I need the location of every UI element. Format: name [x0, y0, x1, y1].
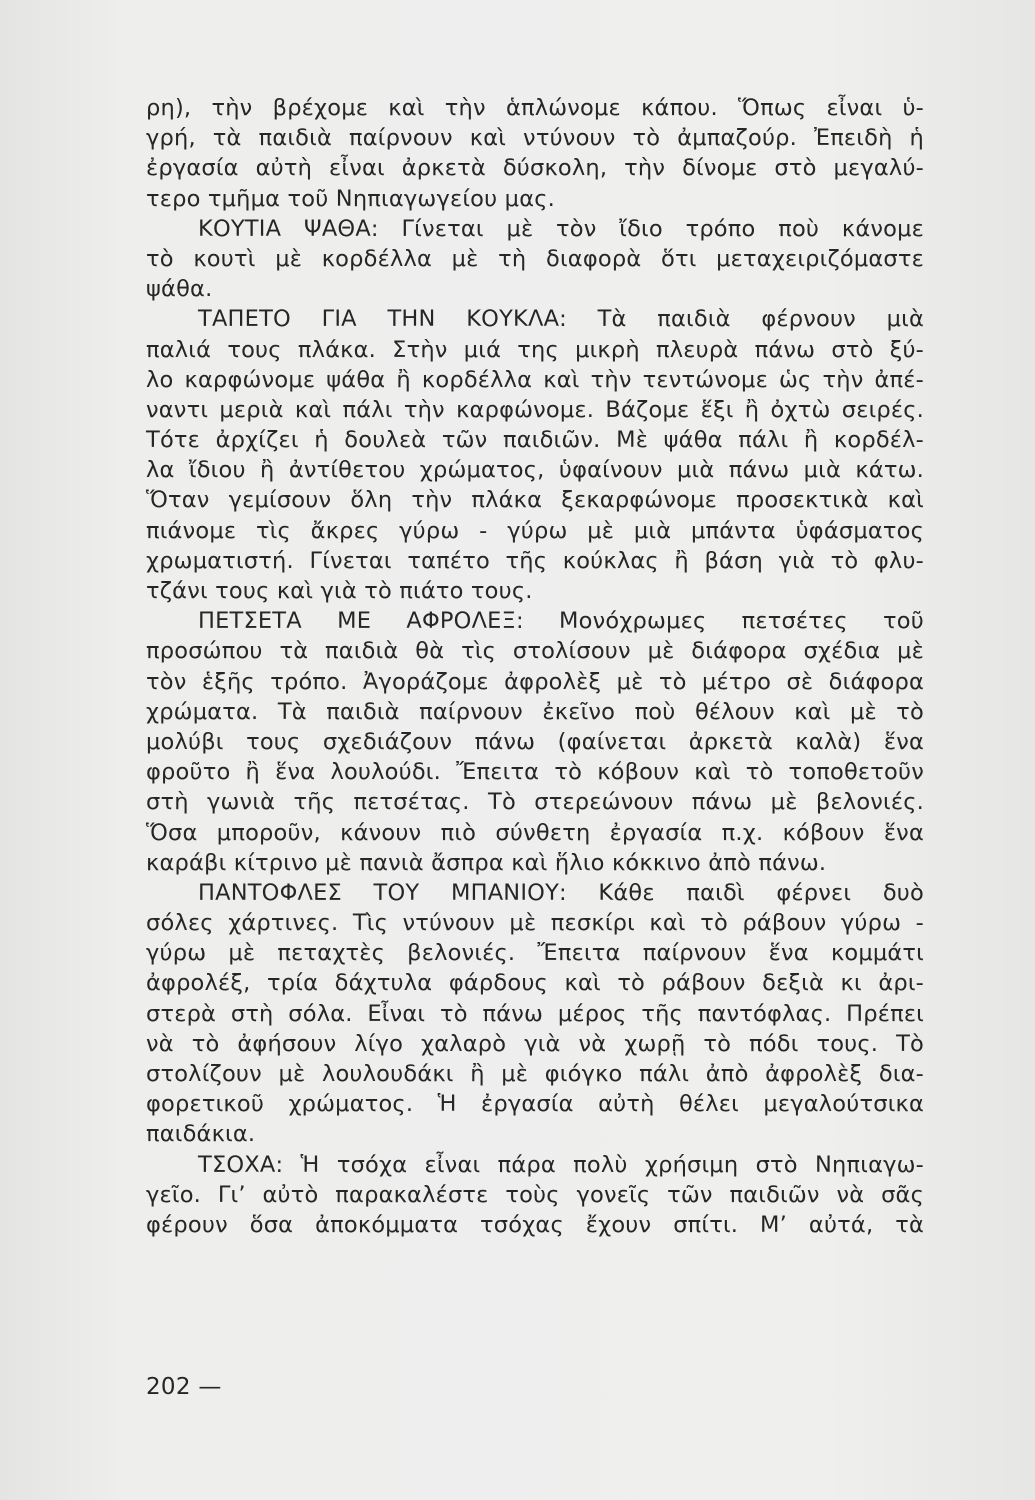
text-line: ρη), τὴν βρέχομε καὶ τὴν ἁπλώνομε κάπου. Ὅπως εἶναι ὑ- [146, 95, 924, 121]
text-line: φέρουν ὅσα ἀποκόμματα τσόχας ἔχουν σπίτι. Μ’ αὐτά, τὰ [146, 1211, 924, 1238]
text-line: τὸ κουτὶ μὲ κορδέλλα μὲ τὴ διαφορὰ ὅτι μεταχειριζόμαστε [146, 245, 924, 272]
text-line: φροῦτο ἢ ἕνα λουλούδι. Ἔπειτα τὸ κόβουν καὶ τὸ τοποθετοῦν [146, 759, 924, 786]
text-line: σόλες χάρτινες. Τὶς ντύνουν μὲ πεσκίρι καὶ τὸ ράβουν γύρω - [146, 910, 924, 937]
text-line: χρώματα. Τὰ παιδιὰ παίρνουν ἐκεῖνο ποὺ θέλουν καὶ μὲ τὸ [146, 698, 924, 725]
text-line: καράβι κίτρινο μὲ πανιὰ ἄσπρα καὶ ἥλιο κόκκινο ἀπὸ πάνω. [146, 849, 827, 876]
text-line: Τότε ἀρχίζει ἡ δουλεὰ τῶν παιδιῶν. Μὲ ψάθα πάλι ἢ κορδέλ- [146, 427, 924, 454]
text-line: γύρω μὲ πεταχτὲς βελονιές. Ἔπειτα παίρνουν ἕνα κομμάτι [146, 940, 924, 967]
text-line: πιάνομε τὶς ἄκρες γύρω - γύρω μὲ μιὰ μπάντα ὑφάσματος [146, 517, 924, 544]
text-line: ΤΣΟΧΑ: Ἡ τσόχα εἶναι πάρα πολὺ χρήσιμη στὸ Νηπιαγω- [198, 1151, 924, 1178]
text-line: ἀφρολέξ, τρία δάχτυλα φάρδους καὶ τὸ ράβουν δεξιὰ κι ἀρι- [146, 970, 924, 997]
text-line: χρωματιστή. Γίνεται ταπέτο τῆς κούκλας ἢ βάση γιὰ τὸ φλυ- [146, 547, 924, 574]
text-line: τὸν ἑξῆς τρόπο. Ἀγοράζομε ἀφρολὲξ μὲ τὸ μέτρο σὲ διάφορα [146, 668, 924, 695]
text-line: ΠΑΝΤΟΦΛΕΣ ΤΟΥ ΜΠΑΝΙΟΥ: Κάθε παιδὶ φέρνει δυὸ [198, 879, 924, 906]
text-line: γρή, τὰ παιδιὰ παίρνουν καὶ ντύνουν τὸ ἀμπαζούρ. Ἐπειδὴ ἡ [146, 125, 924, 152]
text-line: παιδάκια. [146, 1121, 256, 1148]
text-line: τζάνι τους καὶ γιὰ τὸ πιάτο τους. [146, 578, 533, 604]
text-line: φορετικοῦ χρώματος. Ἡ ἐργασία αὐτὴ θέλει μεγαλούτσικα [146, 1091, 924, 1118]
text-line: ΠΕΤΣΕΤΑ ΜΕ ΑΦΡΟΛΕΞ: Μονόχρωμες πετσέτες τοῦ [198, 608, 924, 635]
text-line: τερο τμῆμα τοῦ Νηπιαγωγείου μας. [146, 185, 555, 212]
text-line: νὰ τὸ ἀφήσουν λίγο χαλαρὸ γιὰ νὰ χωρῇ τὸ πόδι τους. Τὸ [146, 1030, 924, 1057]
text-line: ΚΟΥΤΙΑ ΨΑΘΑ: Γίνεται μὲ τὸν ἴδιο τρόπο ποὺ κάνομε [198, 215, 924, 242]
page-number: 202 — [146, 1374, 222, 1400]
text-line: προσώπου τὰ παιδιὰ θὰ τὶς στολίσουν μὲ διάφορα σχέδια μὲ [146, 638, 924, 665]
text-line: γεῖο. Γι’ αὐτὸ παρακαλέστε τοὺς γονεῖς τῶν παιδιῶν νὰ σᾶς [146, 1181, 924, 1208]
text-line: ἐργασία αὐτὴ εἶναι ἀρκετὰ δύσκολη, τὴν δίνομε στὸ μεγαλύ- [146, 155, 924, 182]
text-line: παλιά τους πλάκα. Στὴν μιά της μικρὴ πλευρὰ πάνω στὸ ξύ- [146, 336, 924, 363]
text-line: μολύβι τους σχεδιάζουν πάνω (φαίνεται ἀρκετὰ καλὰ) ἕνα [146, 728, 924, 755]
text-line: στερὰ στὴ σόλα. Εἶναι τὸ πάνω μέρος τῆς παντόφλας. Πρέπει [146, 1000, 924, 1027]
text-line: Ὅταν γεμίσουν ὅλη τὴν πλάκα ξεκαρφώνομε προσεκτικὰ καὶ [146, 487, 924, 514]
text-line: ψάθα. [146, 276, 213, 303]
text-line: λο καρφώνομε ψάθα ἢ κορδέλλα καὶ τὴν τεντώνομε ὡς τὴν ἀπέ- [146, 366, 924, 393]
body-text [146, 93, 924, 1240]
text-line: ΤΑΠΕΤΟ ΓΙΑ ΤΗΝ ΚΟΥΚΛΑ: Τὰ παιδιὰ φέρνουν μιὰ [198, 306, 924, 333]
text-line: στὴ γωνιὰ τῆς πετσέτας. Τὸ στερεώνουν πάνω μὲ βελονιές. [146, 789, 924, 816]
text-line: στολίζουν μὲ λουλουδάκι ἢ μὲ φιόγκο πάλι ἀπὸ ἀφρολὲξ δια- [146, 1061, 924, 1087]
text-line: Ὅσα μποροῦν, κάνουν πιὸ σύνθετη ἐργασία π.χ. κόβουν ἕνα [146, 819, 924, 846]
text-line: λα ἴδιου ἢ ἀντίθετου χρώματος, ὑφαίνουν μιὰ πάνω μιὰ κάτω. [146, 457, 924, 484]
text-line: ναντι μεριὰ καὶ πάλι τὴν καρφώνομε. Βάζομε ἕξι ἢ ὀχτὼ σειρές. [146, 396, 924, 423]
